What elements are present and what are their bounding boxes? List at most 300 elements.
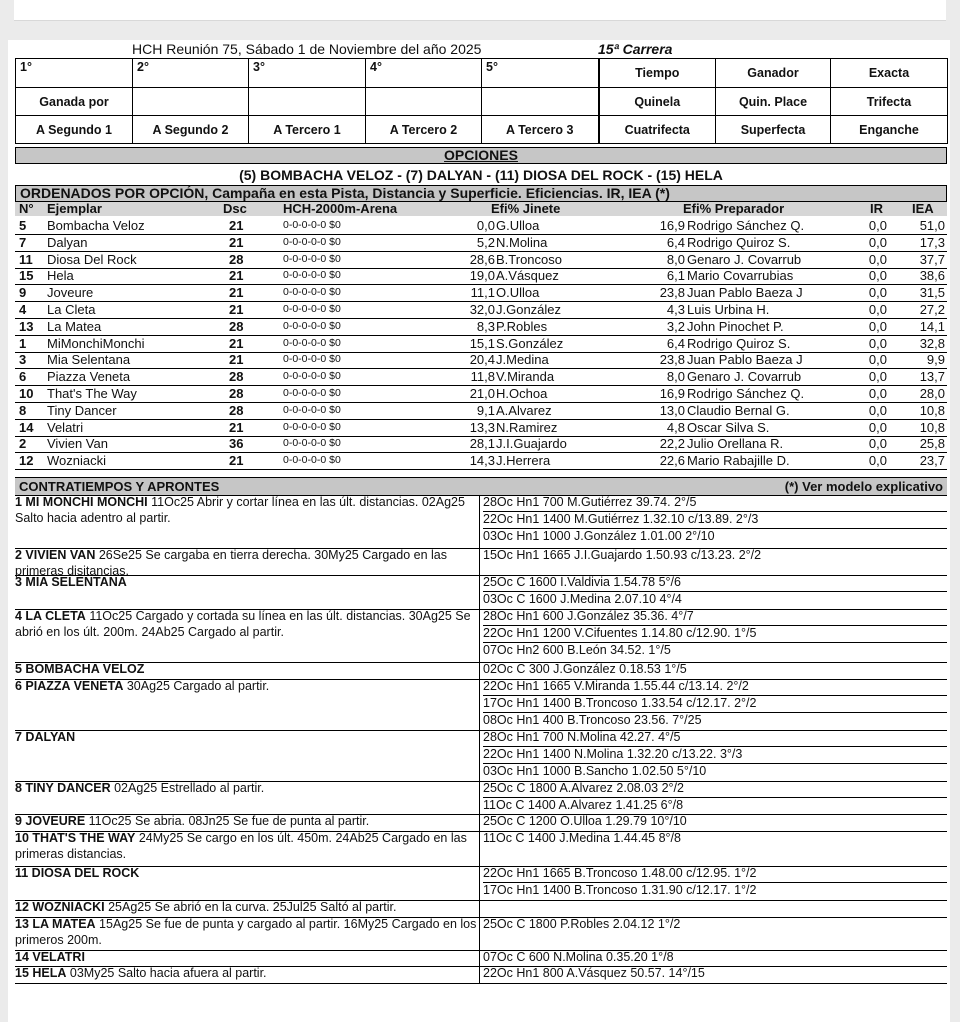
horse-name: 6 PIAZZA VENETA	[15, 679, 124, 693]
cell-jeff: 14,3	[469, 453, 495, 469]
cell-trainer: Genaro J. Covarrub	[687, 369, 802, 385]
race-number: 15ª Carrera	[598, 41, 673, 57]
cell-trainer: Juan Pablo Baeza J	[687, 285, 803, 301]
grid-cell: A Tercero 3	[482, 116, 599, 144]
col-ir: IR	[870, 201, 883, 216]
cell-jeff: 19,0	[469, 268, 495, 284]
grid-cell: Quinela	[599, 88, 716, 116]
cell-horse: Vivien Van	[47, 436, 108, 452]
cell-trainer: Julio Orellana R.	[687, 436, 784, 452]
cell-horse: Bombacha Veloz	[47, 218, 145, 233]
cell-teff: 3,2	[666, 318, 685, 334]
horse-name: 4 LA CLETA	[15, 609, 86, 623]
horse-name: 8 TINY DANCER	[15, 781, 111, 795]
cell-trainer: Rodrigo Sánchez Q.	[687, 386, 805, 401]
grid-row-margin	[16, 88, 948, 116]
table-row	[15, 435, 947, 453]
column-divider	[479, 495, 480, 548]
cell-jockey: B.Troncoso	[496, 251, 562, 267]
aprontes-list	[483, 609, 947, 659]
cell-hch: 0-0-0-0-0 $0	[283, 303, 341, 315]
apronte-item: 03Oc C 1600 J.Medina 2.07.10 4°/4	[483, 592, 682, 606]
horse-name: 9 JOVEURE	[15, 814, 86, 828]
cell-ir: 0,0	[868, 285, 887, 301]
horse-name: 13 LA MATEA	[15, 917, 96, 931]
grid-cell	[366, 88, 482, 116]
col-num: N°	[19, 201, 34, 216]
contratiempo-text	[15, 679, 477, 695]
cell-num: 11	[19, 251, 33, 267]
cell-teff: 16,9	[659, 218, 685, 233]
aprontes-list	[483, 575, 947, 608]
cell-teff: 22,6	[659, 453, 685, 469]
grid-row-positions	[16, 59, 948, 88]
cell-iea: 28,0	[919, 386, 945, 401]
cell-jeff: 13,3	[469, 419, 495, 435]
incident-text: 11Oc25 Cargado y cortada su línea en las últ. distancias. 30Ag25 Se abrió en los últ. 200m. 24Ab25 Cargado al partir.	[15, 609, 471, 639]
contratiempo-text	[15, 730, 477, 746]
cell-num: 2	[19, 436, 27, 452]
column-divider	[479, 917, 480, 950]
col-hch: HCH-2000m-Arena	[283, 201, 398, 216]
cell-trainer: Luis Urbina H.	[687, 302, 770, 317]
aprontes-list	[483, 900, 947, 916]
cell-jeff: 32,0	[469, 302, 495, 317]
column-divider	[479, 966, 480, 983]
grid-cell: A Segundo 2	[133, 116, 249, 144]
cell-teff: 4,8	[666, 419, 685, 435]
cell-jockey: J.Herrera	[496, 453, 551, 469]
cell-horse: That's The Way	[47, 386, 137, 401]
grid-cell: Trifecta	[831, 88, 948, 116]
cell-hch: 0-0-0-0-0 $0	[283, 252, 341, 265]
cell-hch: 0-0-0-0-0 $0	[283, 437, 341, 450]
cell-hch: 0-0-0-0-0 $0	[283, 370, 341, 383]
horse-name: 14 VELATRI	[15, 950, 85, 964]
contratiempo-entry	[15, 495, 947, 549]
cell-iea: 9,9	[926, 352, 945, 368]
cell-dsc: 21	[229, 218, 244, 233]
contratiempo-entry	[15, 900, 947, 918]
incident-text: 26Se25 Se cargaba en tierra derecha. 30My25 Cargado en las primeras disitancias.	[15, 548, 447, 578]
cell-jockey: N.Molina	[496, 234, 548, 250]
cell-trainer: John Pinochet P.	[687, 318, 784, 334]
apronte-item: 22Oc Hn1 1400 M.Gutiérrez 1.32.10 c/13.89. 2°/3	[483, 512, 947, 529]
cell-horse: Dalyan	[47, 234, 88, 250]
cell-teff: 6,4	[666, 234, 685, 250]
contratiempo-text	[15, 575, 477, 591]
cell-num: 4	[19, 302, 27, 317]
cell-hch: 0-0-0-0-0 $0	[283, 454, 341, 467]
opciones-heading: OPCIONES	[15, 147, 947, 164]
horse-name: 3 MIA SELENTANA	[15, 575, 127, 589]
cell-horse: Velatri	[47, 419, 84, 435]
grid-cell	[133, 88, 249, 116]
cell-jockey: J.González	[496, 302, 562, 317]
cell-jeff: 28,6	[469, 251, 495, 267]
contratiempo-entry	[15, 950, 947, 967]
cell-hch: 0-0-0-0-0 $0	[283, 420, 341, 433]
apronte-item: 08Oc Hn1 400 B.Troncoso 23.56. 7°/25	[483, 713, 702, 727]
cell-dsc: 28	[229, 251, 244, 267]
cell-iea: 14,1	[919, 318, 945, 334]
cell-teff: 8,0	[666, 369, 685, 385]
aprontes-list	[483, 495, 947, 545]
horse-name: 10 THAT'S THE WAY	[15, 831, 136, 845]
grid-cell: Cuatrifecta	[599, 116, 716, 144]
apronte-item: 07Oc Hn2 600 B.León 34.52. 1°/5	[483, 643, 671, 657]
grid-row-bets	[16, 116, 948, 144]
cell-dsc: 21	[229, 453, 244, 469]
aprontes-list	[483, 548, 947, 564]
cell-trainer: Rodrigo Quiroz S.	[687, 234, 791, 250]
table-row	[15, 402, 947, 420]
cell-trainer: Rodrigo Sánchez Q.	[687, 218, 805, 233]
cell-ir: 0,0	[868, 234, 887, 250]
cell-teff: 22,2	[659, 436, 685, 452]
cell-teff: 6,1	[666, 268, 685, 284]
table-row	[15, 385, 947, 403]
table-row	[15, 452, 947, 470]
cell-teff: 13,0	[659, 402, 685, 418]
cell-dsc: 21	[229, 352, 244, 368]
ordered-heading: ORDENADOS POR OPCIÓN, Campaña en esta Pista, Distancia y Superficie. Eficiencias. IR, IEA (*)	[15, 185, 947, 202]
incident-text: 03My25 Salto hacia afuera al partir.	[69, 966, 267, 980]
grid-cell: Ganador	[716, 59, 831, 88]
contratiempo-entry	[15, 548, 947, 576]
cell-hch: 0-0-0-0-0 $0	[283, 269, 341, 282]
grid-cell: 2°	[133, 59, 249, 88]
cell-num: 8	[19, 402, 27, 418]
contratiempos-heading	[15, 477, 947, 496]
cell-hch: 0-0-0-0-0 $0	[283, 353, 341, 366]
cell-num: 9	[19, 285, 27, 301]
column-divider	[479, 781, 480, 814]
horse-name: 1 MI MONCHI MONCHI	[15, 495, 148, 509]
cell-num: 12	[19, 453, 34, 469]
race-program-page	[8, 40, 950, 1022]
table-row	[15, 267, 947, 285]
grid-cell: 4°	[366, 59, 482, 88]
cell-jeff: 11,8	[470, 369, 495, 385]
cell-jeff: 15,1	[469, 335, 495, 351]
table-row	[15, 234, 947, 252]
horse-name: 12 WOZNIACKI	[15, 900, 105, 914]
col-horse: Ejemplar	[47, 201, 102, 216]
explanatory-model-link[interactable]: (*) Ver modelo explicativo	[784, 479, 943, 494]
grid-cell: Superfecta	[716, 116, 831, 144]
incident-text: 30Ag25 Cargado al partir.	[126, 679, 270, 693]
cell-dsc: 21	[229, 302, 244, 317]
horse-name: 15 HELA	[15, 966, 67, 980]
cell-num: 13	[19, 318, 34, 334]
cell-iea: 31,5	[919, 285, 945, 301]
cell-num: 15	[19, 268, 34, 284]
cell-horse: Piazza Veneta	[47, 369, 131, 385]
cell-iea: 32,8	[919, 335, 945, 351]
meeting-title: HCH Reunión 75, Sábado 1 de Noviembre del año 2025	[132, 41, 482, 57]
incident-text: 11Oc25 Abrir y cortar línea en las últ. distancias. 02Ag25 Salto hacia adentro al partir.	[15, 495, 465, 525]
grid-cell: 5°	[482, 59, 599, 88]
table-row	[15, 251, 947, 269]
cell-iea: 17,3	[919, 234, 945, 250]
cell-dsc: 28	[229, 386, 244, 401]
cell-jockey: J.Medina	[496, 352, 549, 368]
apronte-item: 28Oc Hn1 700 N.Molina 42.27. 4°/5	[483, 730, 947, 747]
incident-text: 11Oc25 Se abria. 08Jn25 Se fue de punta al partir.	[88, 814, 370, 828]
grid-cell: A Tercero 2	[366, 116, 482, 144]
column-divider	[479, 900, 480, 917]
aprontes-list	[483, 730, 947, 780]
contratiempo-text	[15, 866, 477, 882]
table-row	[15, 318, 947, 336]
incident-text: 15Ag25 Se fue de punta y cargado al partir. 16My25 Cargado en los primeros 200m.	[15, 917, 477, 947]
table-row	[15, 284, 947, 302]
contratiempo-text	[15, 917, 477, 948]
cell-trainer: Juan Pablo Baeza J	[687, 352, 803, 368]
cell-jockey: A.Vásquez	[496, 268, 559, 284]
apronte-item: 11Oc C 1400 J.Medina 1.44.45 8°/8	[483, 831, 681, 845]
horse-name: 7 DALYAN	[15, 730, 76, 744]
cell-dsc: 21	[229, 234, 244, 250]
cell-trainer: Claudio Bernal G.	[687, 402, 790, 418]
cell-iea: 23,7	[919, 453, 945, 469]
cell-hch: 0-0-0-0-0 $0	[283, 319, 341, 332]
cell-ir: 0,0	[868, 369, 887, 385]
cell-num: 10	[19, 386, 34, 401]
cell-ir: 0,0	[868, 386, 887, 401]
cell-horse: Diosa Del Rock	[47, 251, 137, 267]
apronte-item: 22Oc Hn1 1400 N.Molina 1.32.20 c/13.22. 3°/3	[483, 747, 947, 764]
apronte-item: 02Oc C 300 J.González 0.18.53 1°/5	[483, 662, 687, 676]
contratiempo-entry	[15, 831, 947, 867]
cell-iea: 10,8	[919, 402, 945, 418]
apronte-item: 25Oc C 1200 O.Ulloa 1.29.79 10°/10	[483, 814, 687, 828]
aprontes-list	[483, 866, 947, 899]
apronte-item: 03Oc Hn1 1000 B.Sancho 1.02.50 5°/10	[483, 764, 707, 778]
cell-hch: 0-0-0-0-0 $0	[283, 403, 341, 416]
cell-ir: 0,0	[868, 318, 887, 334]
cell-hch: 0-0-0-0-0 $0	[283, 219, 341, 231]
apronte-item: 03Oc Hn1 1000 J.González 1.01.00 2°/10	[483, 529, 715, 543]
column-divider	[479, 548, 480, 575]
cell-iea: 25,8	[919, 436, 945, 452]
cell-ir: 0,0	[868, 352, 887, 368]
apronte-item: 07Oc C 600 N.Molina 0.35.20 1°/8	[483, 950, 674, 964]
cell-num: 1	[19, 335, 27, 351]
cell-dsc: 28	[229, 402, 244, 418]
cell-hch: 0-0-0-0-0 $0	[283, 387, 341, 399]
cell-teff: 23,8	[659, 352, 685, 368]
contratiempo-text	[15, 831, 477, 862]
col-jockey: Efi% Jinete	[491, 201, 561, 216]
cell-num: 7	[19, 234, 27, 250]
contratiempo-entry	[15, 609, 947, 663]
cell-iea: 10,8	[919, 419, 945, 435]
cell-jockey: S.González	[496, 335, 564, 351]
table-row	[15, 301, 947, 319]
cell-ir: 0,0	[868, 335, 887, 351]
cell-horse: Mia Selentana	[47, 352, 131, 368]
cell-num: 6	[19, 369, 27, 385]
contratiempo-entry	[15, 814, 947, 832]
cell-horse: Tiny Dancer	[47, 402, 117, 418]
cell-dsc: 36	[229, 436, 244, 452]
cell-iea: 51,0	[919, 218, 945, 233]
contratiempo-entry	[15, 575, 947, 610]
cell-jockey: P.Robles	[496, 318, 548, 334]
col-iea: IEA	[912, 201, 934, 216]
cell-horse: Hela	[47, 268, 74, 284]
column-divider	[479, 662, 480, 679]
cell-teff: 6,4	[666, 335, 685, 351]
cell-trainer: Oscar Silva S.	[687, 419, 770, 435]
cell-jockey: O.Ulloa	[496, 285, 540, 301]
opciones-list: (5) BOMBACHA VELOZ - (7) DALYAN - (11) DIOSA DEL ROCK - (15) HELA	[239, 167, 723, 183]
apronte-item: 17Oc Hn1 1400 B.Troncoso 1.33.54 c/12.17. 2°/2	[483, 696, 947, 713]
column-divider	[479, 950, 480, 966]
column-divider	[479, 831, 480, 866]
cell-trainer: Mario Rabajille D.	[687, 453, 790, 469]
apronte-item: 25Oc C 1800 A.Alvarez 2.08.03 2°/2	[483, 781, 947, 798]
cell-jeff: 9,1	[476, 402, 495, 418]
cell-ir: 0,0	[868, 251, 887, 267]
contratiempo-text	[15, 781, 477, 797]
contratiempo-entry	[15, 679, 947, 731]
previous-page-edge	[14, 0, 946, 21]
aprontes-list	[483, 966, 947, 982]
column-divider	[479, 730, 480, 781]
cell-dsc: 28	[229, 369, 244, 385]
cell-ir: 0,0	[868, 218, 887, 233]
grid-cell: A Tercero 1	[249, 116, 366, 144]
apronte-item: 28Oc Hn1 600 J.González 35.36. 4°/7	[483, 609, 947, 626]
cell-trainer: Genaro J. Covarrub	[687, 251, 802, 267]
cell-ir: 0,0	[868, 453, 887, 469]
cell-horse: Wozniacki	[47, 453, 107, 469]
cell-teff: 16,9	[659, 386, 685, 401]
contratiempo-text	[15, 662, 477, 678]
horse-name: 2 VIVIEN VAN	[15, 548, 96, 562]
apronte-item: 22Oc Hn1 1665 V.Miranda 1.55.44 c/13.14. 2°/2	[483, 679, 947, 696]
apronte-item: 15Oc Hn1 1665 J.I.Guajardo 1.50.93 c/13.23. 2°/2	[483, 548, 762, 562]
cell-dsc: 21	[229, 419, 244, 435]
apronte-item: 28Oc Hn1 700 M.Gutiérrez 39.74. 2°/5	[483, 495, 947, 512]
apronte-item	[483, 900, 947, 916]
cell-dsc: 28	[229, 318, 244, 334]
cell-jeff: 8,3	[476, 318, 495, 334]
apronte-item: 17Oc Hn1 1400 B.Troncoso 1.31.90 c/12.17. 1°/2	[483, 883, 757, 897]
grid-cell: Enganche	[831, 116, 948, 144]
cell-hch: 0-0-0-0-0 $0	[283, 336, 341, 349]
table-row	[15, 217, 947, 235]
contratiempo-text	[15, 495, 477, 526]
cell-jockey: A.Alvarez	[496, 402, 552, 418]
cell-jeff: 11,1	[470, 285, 495, 301]
grid-cell	[482, 88, 599, 116]
horse-name: 11 DIOSA DEL ROCK	[15, 866, 140, 880]
cell-dsc: 21	[229, 285, 244, 301]
aprontes-list	[483, 950, 947, 966]
grid-cell: A Segundo 1	[16, 116, 133, 144]
grid-cell: Quin. Place	[716, 88, 831, 116]
cell-horse: La Cleta	[47, 302, 96, 317]
cell-jockey: J.I.Guajardo	[496, 436, 567, 452]
incident-text: 02Ag25 Estrellado al partir.	[114, 781, 265, 795]
cell-jeff: 21,0	[469, 386, 495, 401]
contratiempo-text	[15, 900, 477, 916]
cell-num: 14	[19, 419, 34, 435]
aprontes-list	[483, 679, 947, 729]
cell-horse: La Matea	[47, 318, 102, 334]
cell-iea: 13,7	[919, 369, 945, 385]
cell-jeff: 28,1	[469, 436, 495, 452]
col-trainer: Efi% Preparador	[683, 201, 785, 216]
cell-jockey: G.Ulloa	[496, 218, 540, 233]
apronte-item: 22Oc Hn1 1200 V.Cifuentes 1.14.80 c/12.90. 1°/5	[483, 626, 947, 643]
contratiempo-text	[15, 609, 477, 640]
column-divider	[479, 679, 480, 730]
contratiempo-entry	[15, 730, 947, 782]
aprontes-list	[483, 917, 947, 933]
incident-text: 25Ag25 Se abrió en la curva. 25Jul25 Saltó al partir.	[108, 900, 397, 914]
column-divider	[479, 609, 480, 662]
contratiempo-entry	[15, 662, 947, 680]
cell-horse: Joveure	[47, 285, 94, 301]
cell-iea: 38,6	[919, 268, 945, 284]
cell-num: 3	[19, 352, 27, 368]
results-grid	[15, 58, 948, 144]
contratiempo-text	[15, 950, 477, 966]
cell-iea: 37,7	[919, 251, 945, 267]
apronte-item: 22Oc Hn1 800 A.Vásquez 50.57. 14°/15	[483, 966, 705, 980]
grid-cell: Ganada por	[16, 88, 133, 116]
cell-dsc: 21	[229, 335, 244, 351]
grid-cell: Tiempo	[599, 59, 716, 88]
cell-ir: 0,0	[868, 436, 887, 452]
grid-cell: Exacta	[831, 59, 948, 88]
column-divider	[479, 866, 480, 900]
aprontes-list	[483, 662, 947, 678]
aprontes-list	[483, 781, 947, 814]
cell-ir: 0,0	[868, 402, 887, 418]
table-row	[15, 335, 947, 353]
contratiempo-entry	[15, 781, 947, 815]
cell-jeff: 20,4	[469, 352, 495, 368]
apronte-item: 11Oc C 1400 A.Alvarez 1.41.25 6°/8	[483, 798, 684, 812]
table-row	[15, 419, 947, 437]
contratiempo-text	[15, 966, 477, 982]
cell-jeff: 5,2	[476, 234, 495, 250]
cell-iea: 27,2	[919, 302, 945, 317]
column-divider	[479, 575, 480, 609]
table-row	[15, 368, 947, 386]
apronte-item: 22Oc Hn1 1665 B.Troncoso 1.48.00 c/12.95. 1°/2	[483, 866, 947, 883]
cell-jockey: H.Ochoa	[496, 386, 548, 401]
contratiempo-entry	[15, 917, 947, 951]
cell-horse: MiMonchiMonchi	[47, 335, 145, 351]
cell-hch: 0-0-0-0-0 $0	[283, 286, 341, 299]
cell-teff: 8,0	[666, 251, 685, 267]
incident-text: 24My25 Se cargo en los últ. 450m. 24Ab25 Cargado en las primeras distancias.	[15, 831, 467, 861]
cell-jockey: N.Ramirez	[496, 419, 558, 435]
grid-cell: 1°	[16, 59, 133, 88]
aprontes-list	[483, 831, 947, 847]
table-row	[15, 351, 947, 369]
cell-trainer: Mario Covarrubias	[687, 268, 794, 284]
apronte-item: 25Oc C 1600 I.Valdivia 1.54.78 5°/6	[483, 575, 947, 592]
aprontes-list	[483, 814, 947, 830]
